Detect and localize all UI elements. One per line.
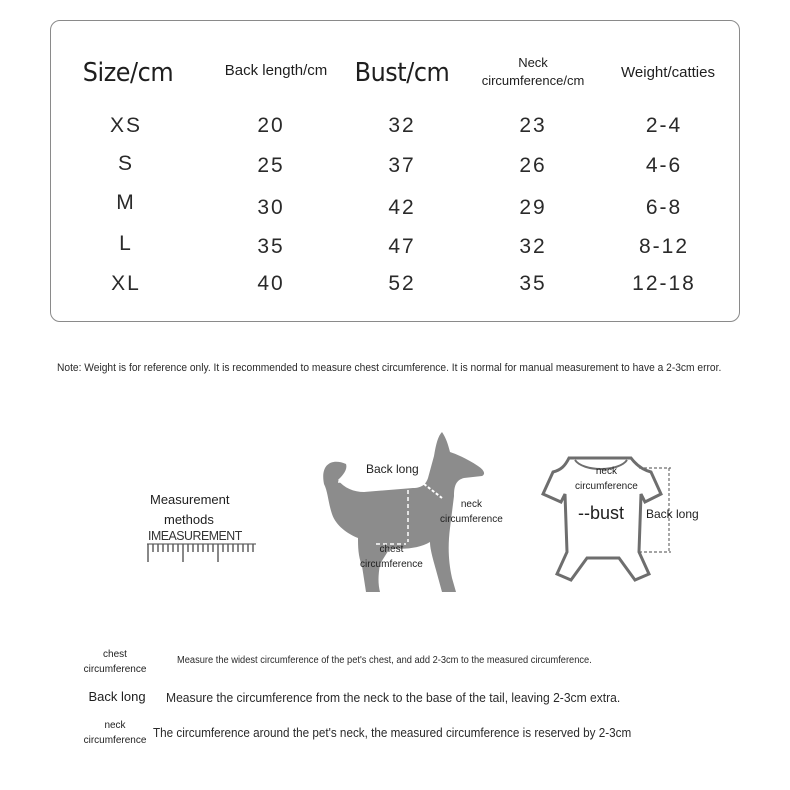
dog-chest-line2: circumference — [360, 559, 423, 570]
cell-size: S — [117, 152, 134, 175]
def-term-chest — [80, 647, 150, 677]
cell-back: 40 — [257, 272, 285, 295]
dog-back-long-label: Back long — [366, 462, 419, 476]
shirt-neck-label — [575, 464, 638, 494]
dog-neck-line1: neck — [460, 499, 482, 510]
shirt-neck-line2: circumference — [575, 481, 638, 492]
def-term-neck-line1: neck — [104, 720, 126, 731]
def-term-chest-line1: chest — [103, 649, 127, 660]
dog-chest-line1: chest — [379, 544, 404, 555]
cell-size: XL — [111, 272, 141, 295]
cell-size: L — [119, 232, 133, 255]
cell-bust: 42 — [388, 196, 416, 219]
cell-bust: 47 — [388, 235, 416, 258]
cell-weight: 2-4 — [645, 114, 683, 137]
def-desc-neck: The circumference around the pet's neck, the measured circumference is reserved by 2-3cm — [153, 725, 632, 740]
cell-weight: 4-6 — [645, 154, 683, 177]
cell-weight: 12-18 — [632, 272, 696, 295]
def-desc-chest: Measure the widest circumference of the pet's chest, and add 2-3cm to the measured circumference. — [177, 655, 592, 666]
cell-neck: 29 — [519, 196, 547, 219]
cell-weight: 6-8 — [645, 196, 683, 219]
cell-back: 25 — [257, 154, 285, 177]
def-term-neck — [80, 718, 150, 748]
dog-neck-line2: circumference — [440, 514, 503, 525]
header-bust: Bust/cm — [354, 58, 450, 88]
header-neck — [478, 54, 588, 90]
header-neck-line1: Neck — [518, 55, 548, 70]
header-neck-line2: circumference/cm — [481, 73, 585, 88]
cell-bust: 37 — [388, 154, 416, 177]
def-term-chest-line2: circumference — [83, 664, 147, 675]
shirt-neck-line1: neck — [595, 466, 617, 477]
ruler-icon — [146, 542, 258, 566]
methods-line2: methods — [164, 512, 214, 527]
cell-size: XS — [109, 114, 142, 137]
header-weight: Weight/catties — [621, 64, 715, 81]
cell-neck: 26 — [519, 154, 547, 177]
shirt-bust-label: --bust — [578, 503, 625, 523]
def-term-back-long: Back long — [88, 689, 146, 704]
def-term-neck-line2: circumference — [83, 735, 147, 746]
cell-neck: 35 — [519, 272, 547, 295]
header-back-length: Back length/cm — [224, 62, 328, 79]
def-desc-back-long: Measure the circumference from the neck to the base of the tail, leaving 2-3cm extra. — [166, 690, 621, 705]
cell-neck: 32 — [519, 235, 547, 258]
cell-back: 20 — [257, 114, 285, 137]
methods-line1: Measurement — [150, 492, 230, 507]
cell-back: 30 — [257, 196, 285, 219]
measurement-methods-label — [150, 490, 229, 530]
cell-bust: 32 — [388, 114, 416, 137]
shirt-back-long-label: Back long — [646, 507, 699, 521]
dog-neck-label — [440, 497, 503, 527]
cell-size: M — [116, 191, 136, 214]
ruler-text: IMEASUREMENT — [148, 528, 242, 543]
dog-chest-label — [360, 542, 423, 572]
cell-neck: 23 — [519, 114, 547, 137]
cell-weight: 8-12 — [638, 235, 690, 258]
cell-bust: 52 — [388, 272, 416, 295]
weight-note: Note: Weight is for reference only. It is recommended to measure chest circumference. It is normal for manual measurement to have a 2-3cm error. — [57, 362, 722, 374]
header-size: Size/cm — [82, 58, 174, 88]
cell-back: 35 — [257, 235, 285, 258]
